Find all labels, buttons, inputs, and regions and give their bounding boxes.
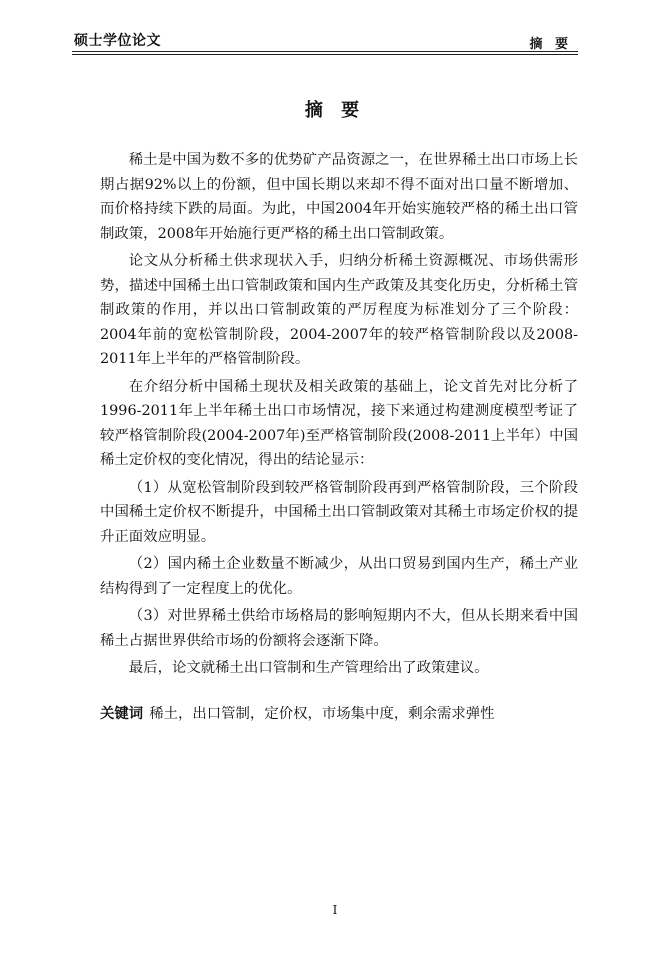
running-header-left: 硕士学位论文	[74, 33, 161, 49]
abstract-paragraph: 最后，论文就稀土出口管制和生产管理给出了政策建议。	[128, 660, 489, 676]
header-rule	[72, 51, 578, 52]
conclusion-item: （2）国内稀土企业数量不断减少，从出口贸易到国内生产，稀土产业结构得到了一定程度上的优化。	[100, 556, 578, 597]
running-header-right: 摘 要	[529, 37, 572, 52]
conclusion-item: （3）对世界稀土供给市场格局的影响短期内不大，但从长期来看中国稀土占据世界供给市场的份额将会逐渐下降。	[100, 608, 578, 649]
abstract-paragraph: 在介绍分析中国稀土现状及相关政策的基础上，论文首先对比分析了1996-2011年上半年稀土出口市场情况，接下来通过构建测度模型考证了较严格管制阶段(2004-2007年)至严格管制阶段(2008-2011上半年）中国稀土定价权的变化情况，得出的结论显示：	[100, 378, 578, 468]
keywords-text: 稀土，出口管制，定价权，市场集中度，剩余需求弹性	[149, 706, 495, 722]
abstract-paragraph: 稀土是中国为数不多的优势矿产品资源之一，在世界稀土出口市场上长期占据92%以上的份额，但中国长期以来却不得不面对出口量不断增加、而价格持续下跌的局面。为此，中国2004年开始实施较严格的稀土出口管制政策，2008年开始施行更严格的稀土出口管制政策。	[100, 152, 578, 242]
conclusion-item: （1）从宽松管制阶段到较严格管制阶段再到严格管制阶段，三个阶段中国稀土定价权不断提升，中国稀土出口管制政策对其稀土市场定价权的提升正面效应明显。	[100, 479, 578, 545]
keywords-line	[100, 702, 578, 726]
header-rule-thin	[72, 54, 578, 55]
keywords-label: 关键词	[100, 705, 144, 722]
page-number: I	[332, 903, 338, 917]
abstract-title: 摘 要	[304, 100, 366, 121]
abstract-body	[100, 148, 578, 684]
abstract-paragraph: 论文从分析稀土供求现状入手，归纳分析稀土资源概况、市场供需形势，描述中国稀土出口管制政策和国内生产政策及其变化历史，分析稀土管制政策的作用，并以出口管制政策的严厉程度为标准划分了三个阶段：2004年前的宽松管制阶段，2004-2007年的较严格管制阶段以及2008-2011年上半年的严格管制阶段。	[100, 253, 578, 367]
